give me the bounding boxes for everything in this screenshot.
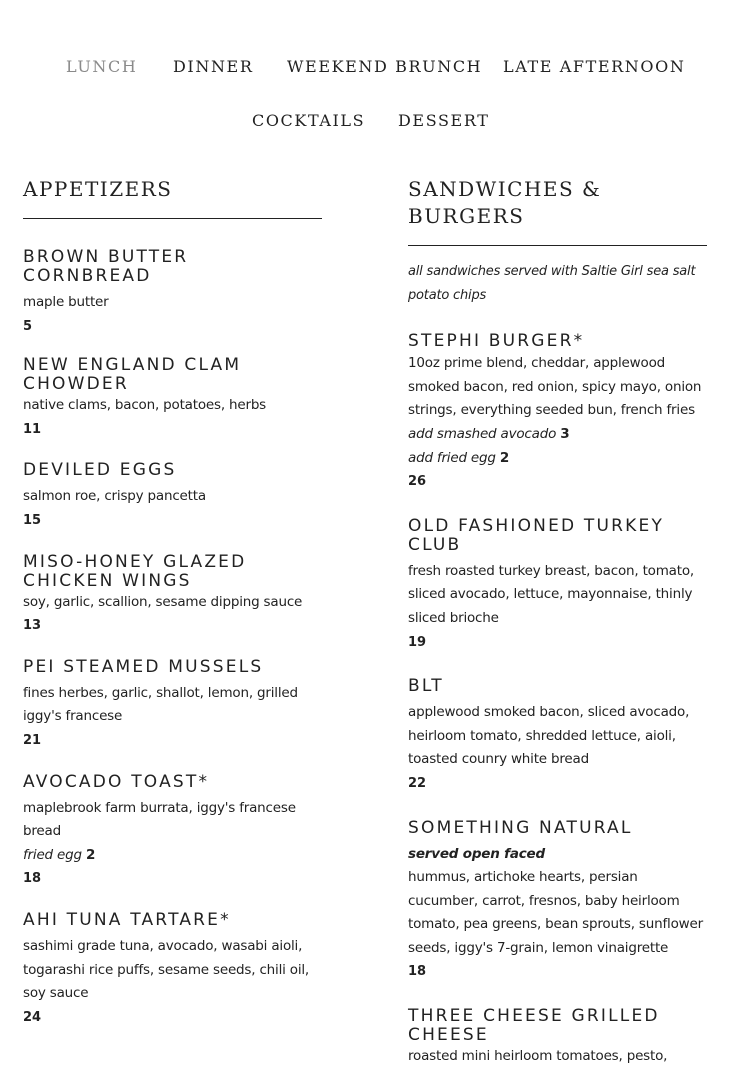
item-price: 11: [23, 421, 42, 437]
item-description: sashimi grade tuna, avocado, wasabi aioli, togarashi rice puffs, sesame seeds, chili oil, soy sauce: [23, 937, 310, 1002]
item-price: 26: [408, 474, 427, 490]
item-name: PEI STEAMED MUSSELS: [23, 656, 264, 677]
section-divider: [23, 218, 322, 219]
item-price: 13: [23, 618, 42, 634]
item-price: 19: [408, 634, 427, 650]
item-description: hummus, artichoke hearts, persian cucumber, carrot, fresnos, baby heirloom tomato, pea greens, bean sprouts, sunflower seeds, iggy's 7-grain, lemon vinaigrette: [408, 869, 703, 956]
menu-item: [408, 819, 708, 985]
menu-item: [23, 248, 323, 338]
tab-dinner[interactable]: DINNER: [173, 57, 254, 76]
addon-price: 2: [499, 449, 510, 466]
item-addon: [408, 423, 708, 447]
item-description: fines herbes, garlic, shallot, lemon, grilled iggy's francese: [23, 684, 298, 725]
menu-item: [408, 1007, 708, 1069]
sandwiches-section: [408, 176, 708, 1069]
item-price: 21: [23, 732, 42, 748]
item-addon: [408, 447, 708, 471]
section-divider: [408, 245, 707, 246]
section-title-sandwiches: SANDWICHES & BURGERS: [408, 177, 602, 228]
item-name: SOMETHING NATURAL: [408, 817, 633, 838]
item-name: THREE CHEESE GRILLED CHEESE: [408, 1006, 660, 1046]
item-name: NEW ENGLAND CLAM CHOWDER: [23, 355, 242, 395]
tab-cocktails[interactable]: COCKTAILS: [252, 111, 366, 130]
appetizers-section: [23, 176, 323, 1029]
section-note: all sandwiches served with Saltie Girl sea salt potato chips: [408, 264, 696, 303]
menu-item: [23, 773, 323, 891]
menu-item: [408, 677, 708, 795]
item-name: BLT: [408, 676, 444, 697]
item-price: 15: [23, 512, 42, 528]
item-description: applewood smoked bacon, sliced avocado, heirloom tomato, shredded lettuce, aioli, toasted counry white bread: [408, 704, 690, 768]
item-description: maple butter: [23, 294, 109, 310]
item-price: 18: [23, 871, 42, 887]
addon-label: add smashed avocado: [408, 425, 557, 442]
menu-item: [23, 461, 323, 532]
tab-lunch[interactable]: LUNCH: [66, 57, 138, 76]
item-name: DEVILED EGGS: [23, 460, 177, 481]
item-name: MISO-HONEY GLAZED CHICKEN WINGS: [23, 551, 247, 591]
item-description: soy, garlic, scallion, sesame dipping sauce: [23, 593, 303, 610]
menu-item: [23, 356, 323, 441]
item-price: 24: [23, 1009, 42, 1025]
menu-item: [408, 517, 708, 654]
item-description: 10oz prime blend, cheddar, applewood smoked bacon, red onion, spicy mayo, onion strings, everything seeded bun, french fries: [408, 355, 702, 419]
menu-item: [408, 332, 708, 494]
item-description: maplebrook farm burrata, iggy's francese bread: [23, 799, 296, 840]
menu-item: [23, 553, 323, 638]
item-name: OLD FASHIONED TURKEY CLUB: [408, 515, 665, 555]
item-name: AVOCADO TOAST*: [23, 771, 210, 792]
item-description: salmon roe, crispy pancetta: [23, 488, 206, 505]
item-description: roasted mini heirloom tomatoes, pesto,: [408, 1048, 668, 1065]
addon-label: fried egg: [23, 846, 82, 863]
tab-late-afternoon[interactable]: LATE AFTERNOON: [503, 57, 686, 76]
item-price: 5: [23, 318, 33, 334]
tab-dessert[interactable]: DESSERT: [398, 111, 490, 130]
addon-price: 3: [560, 425, 570, 442]
menu-item: [23, 658, 323, 753]
addon-price: 2: [85, 846, 96, 863]
item-price: 18: [408, 964, 427, 980]
menu-item: [23, 911, 323, 1029]
item-description: native clams, bacon, potatoes, herbs: [23, 397, 267, 414]
item-serving-note: served open faced: [408, 845, 545, 862]
item-name: STEPHI BURGER*: [408, 331, 585, 352]
section-title-appetizers: APPETIZERS: [23, 177, 173, 201]
item-price: 22: [408, 775, 427, 791]
item-name: AHI TUNA TARTARE*: [23, 909, 231, 930]
item-addon: [23, 844, 323, 868]
tab-weekend-brunch[interactable]: WEEKEND BRUNCH: [287, 57, 483, 76]
addon-label: add fried egg: [408, 449, 496, 466]
item-description: fresh roasted turkey breast, bacon, tomato, sliced avocado, lettuce, mayonnaise, thinly sliced brioche: [408, 562, 694, 626]
item-name: BROWN BUTTER CORNBREAD: [23, 247, 189, 286]
